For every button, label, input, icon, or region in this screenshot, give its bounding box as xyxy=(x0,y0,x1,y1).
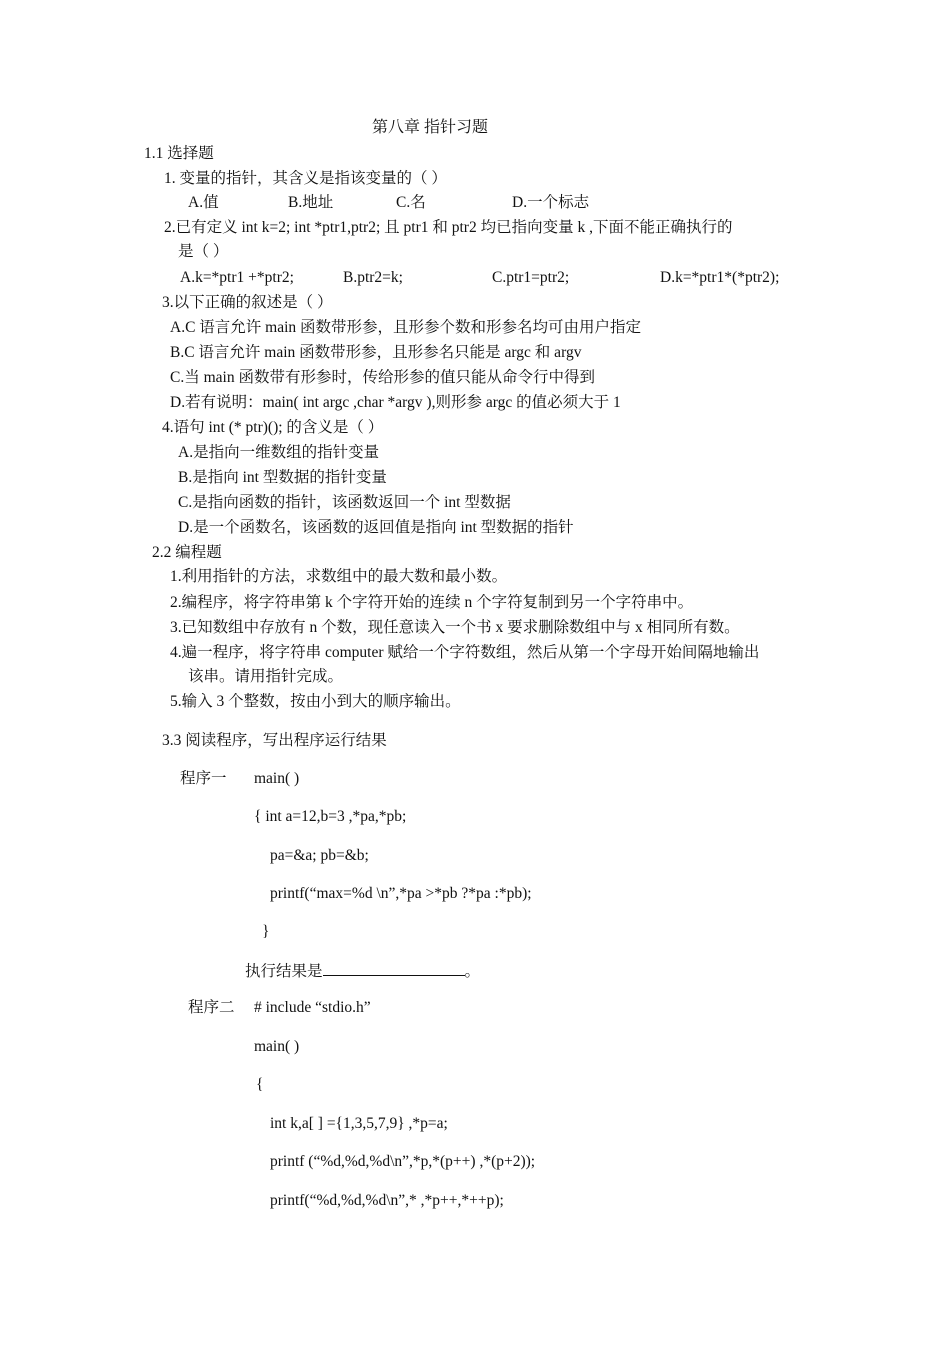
program-2-line-6: printf(“%d,%d,%d\n”,* ,*p++,*++p); xyxy=(270,1192,504,1209)
q1-option-a: A.值 xyxy=(188,194,219,211)
question-4: 4.语句 int (* ptr)(); 的含义是（ ） xyxy=(162,419,384,436)
program-1-line-1: main( ) xyxy=(254,770,300,787)
program-1-label: 程序一 xyxy=(180,770,227,787)
programming-task-5: 5.输入 3 个整数，按由小到大的顺序输出。 xyxy=(170,693,461,710)
question-3: 3.以下正确的叙述是（ ） xyxy=(162,294,333,311)
programming-task-1: 1.利用指针的方法，求数组中的最大数和最小数。 xyxy=(170,568,508,585)
program-2-line-1: # include “stdio.h” xyxy=(254,999,371,1016)
q1-option-d: D.一个标志 xyxy=(512,194,590,211)
q3-option-d: D.若有说明：main( int argc ,char *argv ),则形参 argc 的值必须大于 1 xyxy=(170,394,621,411)
q3-option-a: A.C 语言允许 main 函数带形参，且形参个数和形参名均可由用户指定 xyxy=(170,319,642,336)
result-label: 执行结果是 xyxy=(245,963,323,980)
programming-task-4-line-2: 该串。请用指针完成。 xyxy=(188,668,344,685)
program-1-line-3: pa=&a; pb=&b; xyxy=(270,847,369,864)
section-heading-choice: 1.1 选择题 xyxy=(144,145,214,162)
q3-option-b: B.C 语言允许 main 函数带形参，且形参名只能是 argc 和 argv xyxy=(170,344,582,361)
program-2-line-4: int k,a[ ] ={1,3,5,7,9} ,*p=a; xyxy=(270,1115,448,1132)
program-1-line-5: } xyxy=(262,923,270,940)
q4-option-d: D.是一个函数名，该函数的返回值是指向 int 型数据的指针 xyxy=(178,519,574,536)
answer-blank[interactable] xyxy=(323,960,465,976)
q1-option-c: C.名 xyxy=(396,194,426,211)
q2-option-d: D.k=*ptr1*(*ptr2); xyxy=(660,269,780,286)
q4-option-a: A.是指向一维数组的指针变量 xyxy=(178,444,380,461)
programming-task-4-line-1: 4.遍一程序，将字符串 computer 赋给一个字符数组，然后从第一个字母开始间隔地输出 xyxy=(170,644,760,661)
q2-option-c: C.ptr1=ptr2; xyxy=(492,269,570,286)
q4-option-c: C.是指向函数的指针，该函数返回一个 int 型数据 xyxy=(178,494,511,511)
programming-task-3: 3.已知数组中存放有 n 个数，现任意读入一个书 x 要求删除数组中与 x 相同所有数。 xyxy=(170,619,740,636)
question-2-line-1: 2.已有定义 int k=2; int *ptr1,ptr2; 且 ptr1 和 ptr2 均已指向变量 k ,下面不能正确执行的 xyxy=(164,219,733,236)
section-heading-programming: 2.2 编程题 xyxy=(152,544,222,561)
program-2-line-3: { xyxy=(256,1076,264,1093)
question-1: 1. 变量的指针，其含义是指该变量的（ ） xyxy=(164,170,447,187)
q1-option-b: B.地址 xyxy=(288,194,334,211)
program-2-line-2: main( ) xyxy=(254,1038,300,1055)
programming-task-2: 2.编程序，将字符串第 k 个字符开始的连续 n 个字符复制到另一个字符串中。 xyxy=(170,594,694,611)
q3-option-c: C.当 main 函数带有形参时，传给形参的值只能从命令行中得到 xyxy=(170,369,595,386)
q2-option-a: A.k=*ptr1 +*ptr2; xyxy=(180,269,294,286)
program-1-line-2: { int a=12,b=3 ,*pa,*pb; xyxy=(254,808,407,825)
question-2-line-2: 是（ ） xyxy=(178,243,229,260)
q4-option-b: B.是指向 int 型数据的指针变量 xyxy=(178,469,387,486)
page-title: 第八章 指针习题 xyxy=(372,119,489,136)
section-heading-reading: 3.3 阅读程序，写出程序运行结果 xyxy=(162,732,387,749)
program-1-line-4: printf(“max=%d \n”,*pa >*pb ?*pa :*pb); xyxy=(270,885,532,902)
program-2-label: 程序二 xyxy=(188,999,235,1016)
q2-option-b: B.ptr2=k; xyxy=(343,269,403,286)
result-end: 。 xyxy=(464,963,481,980)
program-1-result xyxy=(245,960,480,982)
program-2-line-5: printf (“%d,%d,%d\n”,*p,*(p++) ,*(p+2)); xyxy=(270,1153,536,1170)
